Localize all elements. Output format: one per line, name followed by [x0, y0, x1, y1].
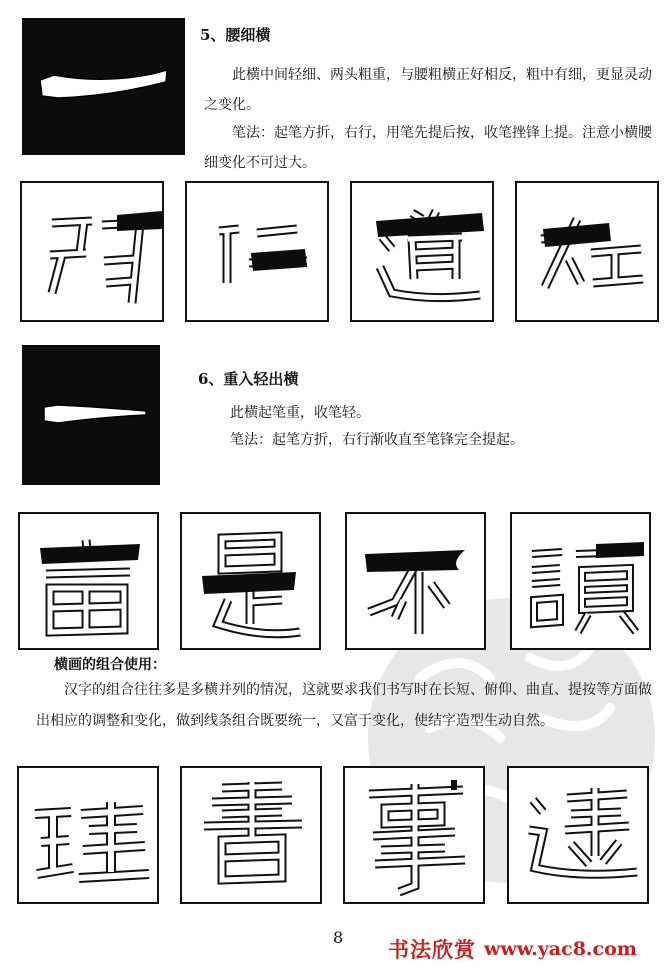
section6-title: 6、重入轻出横: [198, 370, 299, 388]
example-char-box: [350, 181, 494, 322]
combination-body: 汉字的组合往往多是多横并列的情况，这就要求我们书写时在长短、俯仰、曲直、提按等方面做出相应的调整和变化，做到线条组合既要统一，又富于变化，使结字造型生动自然。: [36, 682, 652, 729]
example-char-box: [180, 512, 321, 650]
site-name: 书法欣赏: [388, 937, 476, 962]
site-url[interactable]: www.yac8.com: [484, 938, 637, 960]
example-char-box: [345, 512, 486, 650]
section5-title: 5、腰细横: [200, 26, 271, 44]
example-char-box: [515, 181, 659, 322]
section6-desc: 此横起笔重，收笔轻。: [230, 405, 370, 421]
example-char-box: [180, 766, 322, 904]
example-char-box: [185, 181, 329, 322]
example-char-box: [20, 181, 164, 322]
example-char-box: [343, 766, 485, 904]
page-number: 8: [333, 928, 344, 947]
example-char-box: [17, 766, 159, 904]
stroke-sample-heavy-light: [22, 345, 160, 485]
stroke-sample-waist-thin: [22, 18, 185, 155]
example-char-box: [18, 512, 159, 650]
section6-method: 笔法：起笔方折，右行渐收直至笔锋完全提起。: [230, 432, 524, 448]
section5-method: 笔法：起笔方折，右行，用笔先提后按，收笔挫锋上提。注意小横腰细变化不可过大。: [204, 125, 652, 171]
section5-desc: 此横中间轻细、两头粗重，与腰粗横正好相反，粗中有细，更显灵动之变化。: [204, 67, 652, 113]
example-char-box: [510, 512, 651, 650]
example-char-box: [507, 766, 649, 904]
combination-title: 横画的组合使用：: [54, 657, 166, 673]
